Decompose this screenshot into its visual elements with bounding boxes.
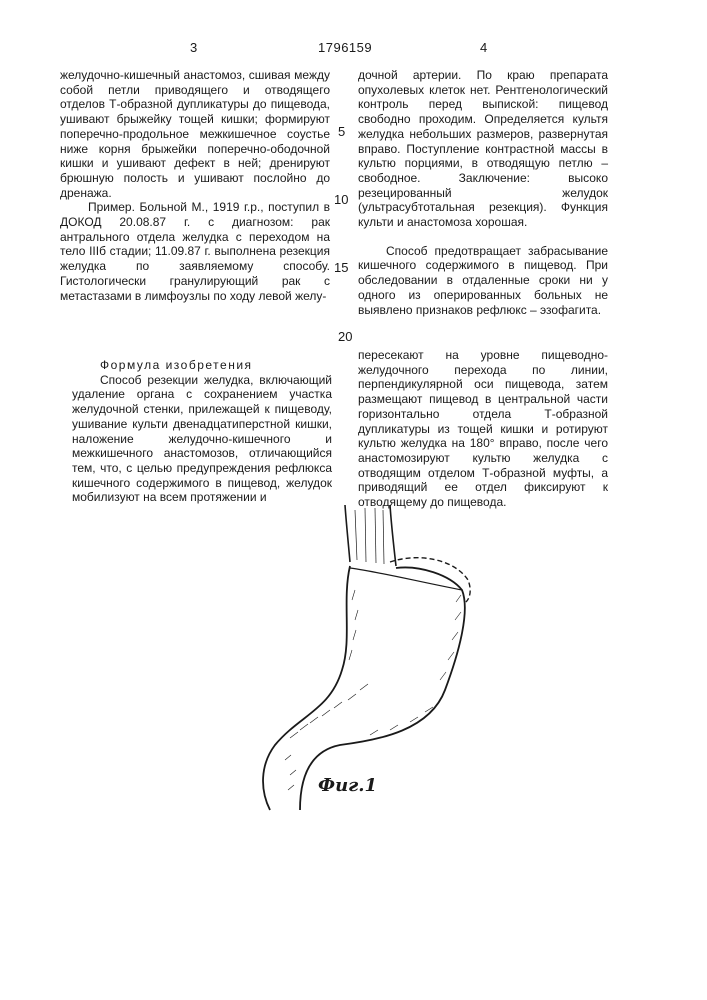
line-number-15: 15 bbox=[334, 260, 349, 275]
line-number-20: 20 bbox=[338, 329, 353, 344]
esophagus-drawing bbox=[345, 505, 396, 566]
claims-column-right bbox=[358, 348, 608, 510]
page-number-left: 3 bbox=[190, 40, 198, 55]
claim-text-continued: пересекают на уровне пищеводно-желудочного перехода по линии, перпендикулярной оси пищевода, затем размещают пищевод в центральной части горизонтально отдела Т-образной дупликатуры из тощей кишки и ротируют культю желудка на 180° вправо, после чего анастомозируют культю желудка с отводящим отделом Т-образной муфты, а приводящий ее отдел фиксируют к отводящему до пищевода. bbox=[358, 348, 608, 510]
stomach-figure bbox=[230, 490, 490, 820]
claims-heading: Формула изобретения bbox=[100, 358, 253, 372]
resection-dashed-line bbox=[390, 558, 470, 602]
line-number-10: 10 bbox=[334, 192, 349, 207]
claim-text: Способ резекции желудка, включающий удаление органа с сохранением участка желудочной стенки, прилежащей к пищеводу, ушивание культи двенадцатиперстной кишки, наложение желудочно-кишечного и межкишечного анастомозов, отличающийся тем, что, с целью предупреждения рефлюкса кишечного содержимого в пищевод, желудок мобилизуют на всем протяжении и bbox=[72, 372, 332, 505]
paragraph: дочной артерии. По краю препарата опухолевых клеток нет. Рентгенологический контроль перед выпиской: пищевод свободно проходим. Определяется культя желудка небольших размеров, развернутая вправо. Поступление контрастной массы в культю порциями, в отводящую петлю – свободное. Заключение: высоко резецированный желудок (ультрасубтотальная резекция). Функция культи и анастомоза хорошая. bbox=[358, 68, 608, 230]
page-number-right: 4 bbox=[480, 40, 488, 55]
stomach-shading bbox=[285, 590, 461, 790]
line-number-5: 5 bbox=[338, 124, 346, 139]
paragraph: Способ предотвращает забрасывание кишечного содержимого в пищевод. При обследовании в отдаленные сроки ни у одного из оперированных больных не выявлено признаков рефлюкс – эзофагита. bbox=[358, 243, 608, 317]
claims-column-left bbox=[72, 358, 332, 505]
example-paragraph: Пример. Больной М., 1919 г.р., поступил в ДОКОД 20.08.87 г. с диагнозом: рак антрального отдела желудка с переходом на тело IIIб стадии; 11.09.87 г. выполнена резекция желудка по заявляемому способу. Гистологически гранулирующий рак с метастазами в лимфоузлы по ходу левой желу- bbox=[60, 200, 330, 303]
patent-number: 1796159 bbox=[318, 40, 373, 55]
paragraph: желудочно-кишечный анастомоз, сшивая между собой петли приводящего и отводящего отделов Т-образной дупликатуры до пищевода, ушивают брыжейку тощей кишки; формируют поперечно-продольное межкишечное соустье ниже корня брыжейки поперечно-ободочной кишки и ушивают дефект в ней; дренируют брюшную полость и ушивают послойно до дренажа. bbox=[60, 68, 330, 200]
left-column-top bbox=[60, 68, 330, 303]
right-column-top bbox=[358, 68, 608, 317]
figure-caption: Фиг.1 bbox=[318, 775, 378, 796]
stomach-drawing bbox=[263, 566, 465, 810]
